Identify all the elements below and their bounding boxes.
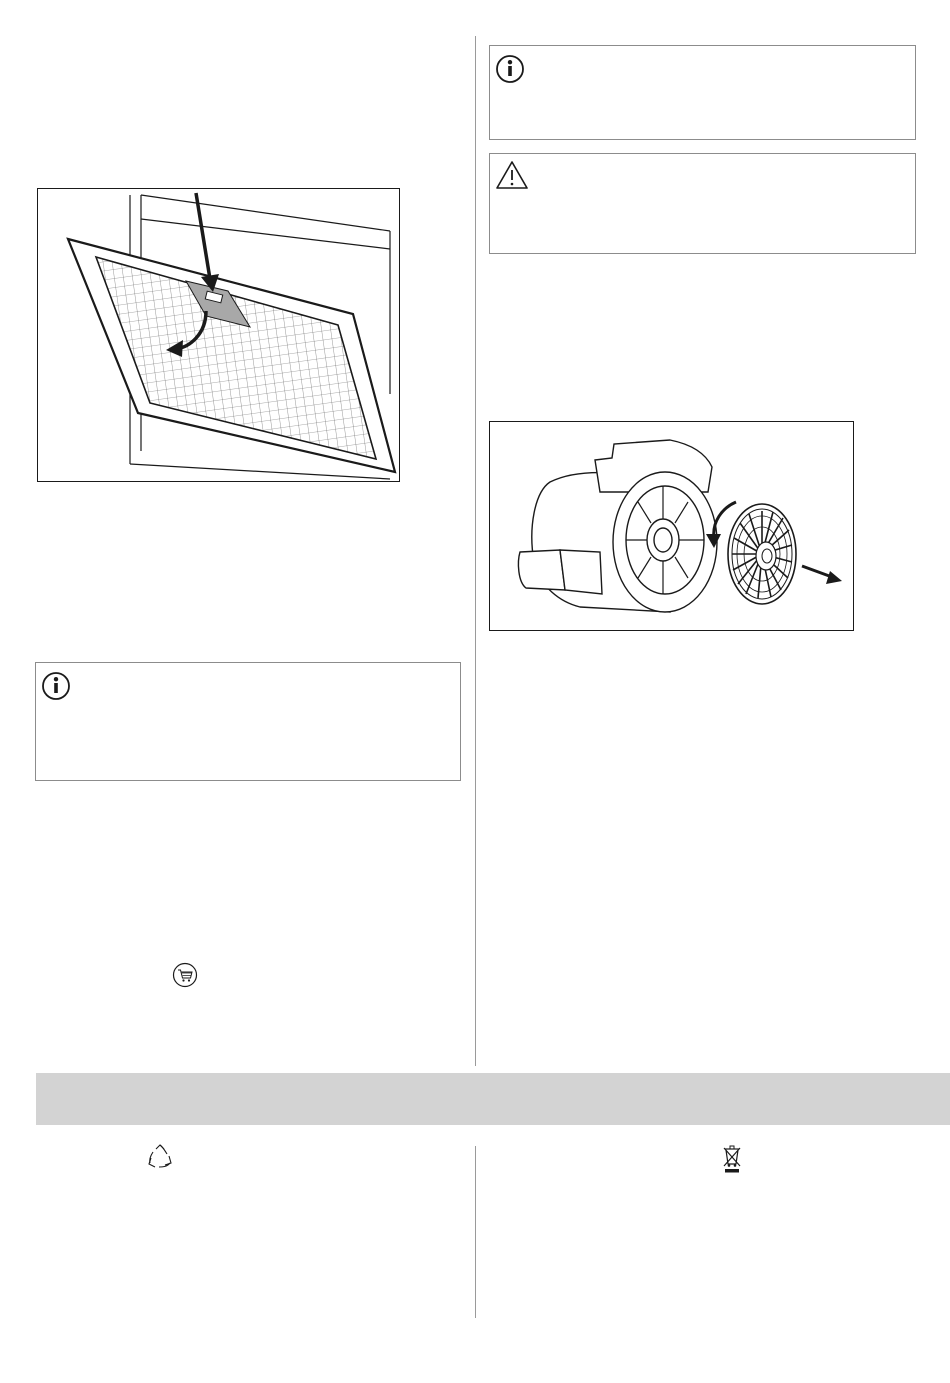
column-divider-bottom	[475, 1146, 476, 1318]
grease-filter-illustration	[38, 189, 400, 482]
recycle-icon	[145, 1143, 175, 1171]
info-note-box-left	[35, 662, 461, 781]
section-heading-band	[36, 1073, 950, 1125]
warning-note-box	[489, 153, 916, 254]
column-divider-top	[475, 36, 476, 1066]
charcoal-filter-figure	[489, 421, 854, 631]
charcoal-filter-illustration	[490, 422, 854, 631]
info-icon	[40, 670, 72, 702]
crossed-bin-icon	[722, 1144, 742, 1174]
grease-filter-figure	[37, 188, 400, 482]
info-icon	[494, 53, 526, 85]
warning-icon	[495, 160, 529, 190]
info-note-box-right	[489, 45, 916, 140]
shopping-cart-icon	[172, 962, 198, 988]
